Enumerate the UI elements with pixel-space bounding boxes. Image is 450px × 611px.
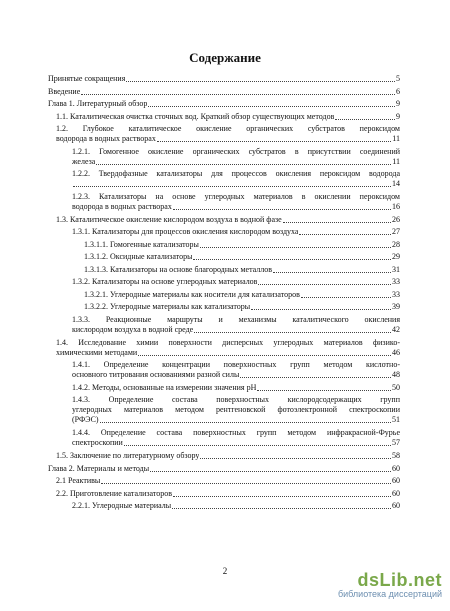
toc-entry[interactable]	[48, 489, 400, 499]
toc-leader-dots	[251, 308, 391, 310]
toc-leader-dots	[240, 376, 391, 378]
toc-entry-text: 1.3.1.2. Оксидные катализаторы	[84, 252, 193, 262]
toc-leader-dots	[193, 258, 391, 260]
toc-entry-text: кислородом воздуха в водной среде	[72, 324, 194, 334]
watermark-logo	[338, 570, 442, 599]
toc-entry-page: 28	[392, 239, 400, 249]
toc-entry-page: 42	[392, 324, 400, 334]
toc-entry-page: 50	[392, 382, 400, 392]
toc-leader-dots	[173, 495, 391, 497]
toc-entry-text: 1.3.1.1. Гомогенные катализаторы	[84, 239, 199, 249]
toc-entry-text: 1.2. Глубокое каталитическое окисление органических субстратов пероксидом	[56, 124, 400, 133]
toc-entry[interactable]	[48, 395, 400, 425]
toc-entry[interactable]	[48, 227, 400, 237]
toc-entry-text: Введение	[48, 86, 81, 96]
toc-entry-page: 58	[392, 451, 400, 460]
toc-leader-dots	[73, 185, 391, 187]
toc-leader-dots	[126, 80, 395, 82]
toc-entry-page: 5	[396, 74, 400, 83]
toc-entry[interactable]	[48, 265, 400, 275]
toc-entry[interactable]	[48, 360, 400, 380]
toc-entry-text: 1.4.2. Методы, основанные на измерении значения pH	[72, 382, 257, 392]
toc-entry-text: водорода в водных растворах	[56, 134, 156, 143]
toc-entry-text: 2.2. Приготовление катализаторов	[56, 488, 173, 498]
toc-entry[interactable]	[48, 240, 400, 250]
toc-leader-dots	[200, 246, 391, 248]
toc-entry-text: Глава 2. Материалы и методы	[48, 463, 150, 473]
toc-entry[interactable]	[48, 277, 400, 287]
page-title: Содержание	[189, 50, 261, 65]
toc-entry[interactable]	[48, 338, 400, 358]
toc-entry-page: 33	[392, 289, 400, 299]
toc-entry-text: 1.4.3. Определение состава поверхностных кислородсодержащих групп	[72, 395, 400, 405]
toc-entry-page: 16	[392, 202, 400, 212]
toc-leader-dots	[257, 389, 391, 391]
toc-leader-dots	[138, 354, 391, 356]
toc-leader-dots	[173, 208, 391, 210]
toc-entry[interactable]	[48, 124, 400, 144]
toc-entry-text: 1.3.1.3. Катализаторы на основе благородных металлов	[84, 264, 273, 274]
toc-entry-page: 60	[392, 501, 400, 510]
toc-entry-page: 31	[392, 264, 400, 274]
toc-leader-dots	[100, 421, 391, 423]
toc-entry-text: 1.3.2.2. Углеродные материалы как катализаторы	[84, 302, 251, 312]
toc-entry[interactable]	[48, 112, 400, 122]
toc-entry-text: (РФЭС)	[72, 415, 99, 425]
toc-entry-page: 33	[392, 277, 400, 287]
toc-entry-page: 29	[392, 252, 400, 262]
toc-entry-page: 14	[392, 179, 400, 189]
toc-entry-text: основного титрования основаниями разной силы	[72, 370, 240, 380]
toc-entry-page: 51	[392, 415, 400, 425]
toc-leader-dots	[335, 118, 395, 120]
toc-entry-page: 11	[392, 156, 400, 166]
toc-entry-text: 1.5. Заключение по литературному обзору	[56, 451, 200, 460]
toc-entry[interactable]	[48, 147, 400, 167]
toc-entry[interactable]	[48, 501, 400, 511]
toc-entry-text: 1.2.3. Катализаторы на основе углеродных материалов в окислении пероксидом	[72, 192, 400, 202]
toc-entry[interactable]	[48, 302, 400, 312]
watermark-subtitle: библиотека диссертаций	[337, 589, 442, 599]
toc-entry-text: 1.4.4. Определение состава поверхностных групп методом инфракрасной-Фурье	[72, 428, 400, 438]
toc-entry-text: 1.4. Исследование химии поверхности дисперсных углеродных материалов физико-	[56, 337, 400, 347]
toc-entry[interactable]	[48, 169, 400, 189]
toc-entry-text: 1.3.1. Катализаторы для процессов окисления кислородом воздуха	[72, 227, 299, 237]
toc-entry-text: химическими методами	[56, 347, 138, 357]
toc-entry-page: 11	[392, 134, 400, 143]
toc-leader-dots	[81, 93, 395, 95]
toc-entry-text: 1.3.2.1. Углеродные материалы как носители для катализаторов	[84, 289, 300, 299]
toc-entry-text: 1.2.2. Твердофазные катализаторы для процессов окисления пероксидом водорода	[72, 169, 400, 179]
toc-leader-dots	[96, 163, 391, 165]
toc-entry[interactable]	[48, 192, 400, 212]
toc-leader-dots	[299, 233, 391, 235]
toc-entry-text: 1.1. Каталитическая очистка сточных вод. Краткий обзор существующих методов	[56, 111, 335, 121]
toc-leader-dots	[258, 283, 391, 285]
toc-entry-text: 1.3. Каталитическое окисление кислородом воздуха в водной фазе	[56, 214, 282, 224]
toc-entry-text: 1.2.1. Гомогенное окисление органических субстратов в присутствии соединений	[72, 146, 400, 156]
toc-entry-text: водорода в водных растворах	[72, 202, 172, 212]
toc-entry[interactable]	[48, 99, 400, 109]
toc-entry[interactable]	[48, 87, 400, 97]
toc-entry-page: 9	[396, 99, 400, 108]
toc-entry-page: 48	[392, 370, 400, 380]
toc-entry-page: 60	[392, 488, 400, 498]
toc-leader-dots	[301, 296, 391, 298]
toc-entry[interactable]	[48, 252, 400, 262]
toc-leader-dots	[148, 105, 395, 107]
toc-entry-text: Глава 1. Литературный обзор	[48, 99, 148, 108]
toc-entry-page: 60	[392, 463, 400, 473]
toc-entry[interactable]	[48, 451, 400, 461]
toc-entry[interactable]	[48, 476, 400, 486]
toc-leader-dots	[150, 470, 391, 472]
toc-entry-text: 1.4.1. Определение концентрации поверхностных групп методом кислотно-	[72, 360, 400, 370]
toc-leader-dots	[283, 221, 391, 223]
toc-entry-text: Принятые сокращения	[48, 74, 126, 83]
toc-entry-text: железа	[72, 156, 96, 166]
toc-leader-dots	[124, 444, 391, 446]
toc-entry-text: углеродных материалов методом рентгеновской фотоэлектронной спектроскопии	[72, 405, 400, 415]
toc-leader-dots	[101, 482, 391, 484]
toc-entry-text: 1.3.2. Катализаторы на основе углеродных материалов	[72, 277, 258, 287]
toc-entry[interactable]	[48, 215, 400, 225]
toc-entry[interactable]	[48, 290, 400, 300]
toc-entry-text: 2.1 Реактивы	[56, 476, 101, 485]
toc-entry-page: 57	[392, 438, 400, 448]
toc-entry-page: 6	[396, 86, 400, 96]
toc-entry[interactable]	[48, 315, 400, 335]
toc-entry-page: 60	[392, 476, 400, 485]
toc-entry-page: 46	[392, 347, 400, 357]
toc-entry[interactable]	[48, 74, 400, 84]
toc-leader-dots	[200, 457, 391, 459]
toc-entry[interactable]	[48, 428, 400, 448]
toc-entry-page: 9	[396, 111, 400, 121]
toc-leader-dots	[172, 507, 391, 509]
toc-entry-page: 27	[392, 227, 400, 237]
toc-entry[interactable]	[48, 464, 400, 474]
toc-leader-dots	[157, 140, 391, 142]
toc-leader-dots	[273, 271, 391, 273]
toc-entry[interactable]	[48, 383, 400, 393]
toc-entry-text: 2.2.1. Углеродные материалы	[72, 501, 172, 510]
toc-entry-page: 39	[392, 302, 400, 312]
toc-entry-page: 26	[392, 214, 400, 224]
toc-entry-text: спектроскопии	[72, 438, 123, 448]
toc-leader-dots	[194, 331, 391, 333]
page-number: 2	[222, 566, 228, 576]
watermark-brand: dsLib.net	[357, 570, 442, 590]
toc-entry-text: 1.3.3. Реакционные маршруты и механизмы каталитического окисления	[72, 314, 400, 324]
